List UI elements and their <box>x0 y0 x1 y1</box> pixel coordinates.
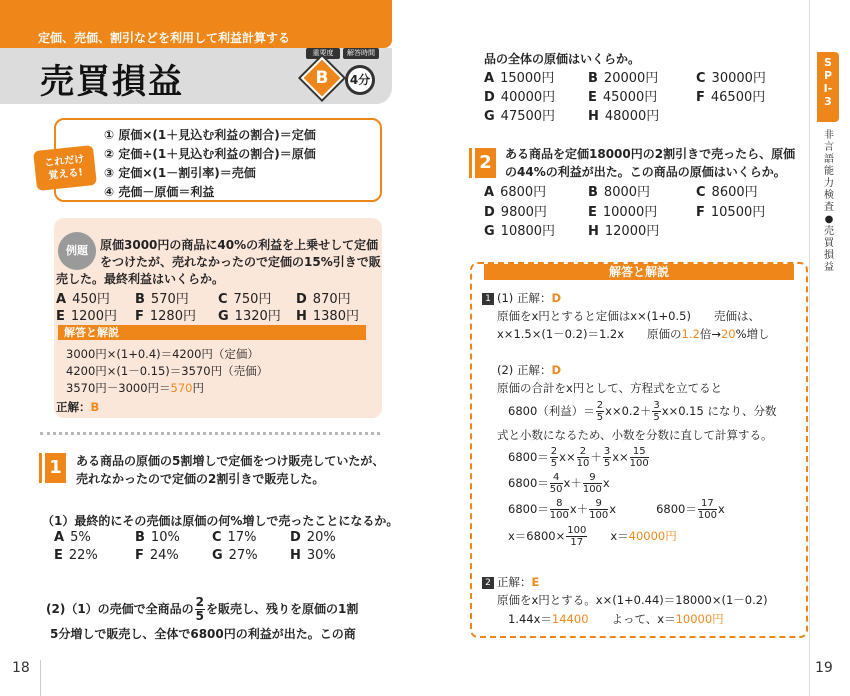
option: A 15000円 <box>484 71 555 86</box>
option: G 1320円 <box>218 309 281 324</box>
fraction: $\frac{100}{17}$ <box>567 525 587 548</box>
fraction: $\frac{2}{10}$ <box>576 446 590 469</box>
option: F 24% <box>135 548 179 563</box>
fraction: $\frac{9}{100}$ <box>589 498 609 521</box>
option: E 1200円 <box>56 309 117 324</box>
option: H 48000円 <box>588 109 660 124</box>
importance-label: 重要度 <box>306 48 340 59</box>
option: A 5% <box>54 530 91 545</box>
q1-line-1: ある商品の原価の5割増しで定価をつけ販売していたが、 <box>76 454 385 468</box>
fraction: $\frac{17}{100}$ <box>697 498 717 521</box>
memo-badge <box>33 145 97 191</box>
equation-3: 6800＝ $\frac{8}{100}$ x＋ $\frac{9}{100}$ x 6800＝ $\frac{17}{100}$ x <box>508 498 725 521</box>
q1-sub2-line3: 品の全体の原価はいくらか。 <box>484 52 641 66</box>
fraction: $\frac{3}{5}$ <box>653 400 660 423</box>
option: C 30000円 <box>696 71 766 86</box>
memo-line-3: ③ 定価×(1－割引率)＝売価 <box>104 166 256 180</box>
q2-line-1: ある商品を定価18000円の2割引きで売ったら、原価 <box>505 147 796 161</box>
time-value: 4分 <box>349 73 371 87</box>
option: E 22% <box>54 548 98 563</box>
option: C 750円 <box>218 292 272 307</box>
solution-bar: 解答と解説 <box>58 325 366 340</box>
option: B 8000円 <box>588 185 651 200</box>
option: E 10000円 <box>588 205 658 220</box>
dotted-divider <box>40 432 380 435</box>
option: F 1280円 <box>135 309 196 324</box>
option: G 27% <box>212 548 258 563</box>
answer-1-2-line3: 式と小数になるため、小数を分数に直して計算する。 <box>497 428 773 442</box>
example-tag: 例題 <box>58 232 96 270</box>
q1-sub2-line2: 5分増しで販売し、全体で6800円の利益が出た。この商 <box>50 627 356 641</box>
page-rule-right <box>809 0 810 696</box>
fraction: $\frac{2}{5}$ <box>195 595 205 623</box>
fraction: $\frac{8}{100}$ <box>549 498 569 521</box>
memo-line-1: ① 原価×(1＋見込む利益の割合)＝定価 <box>104 128 316 142</box>
memo-line-2: ② 定価÷(1＋見込む利益の割合)＝原価 <box>104 147 316 161</box>
option: H 30% <box>290 548 336 563</box>
q2-line-2: の44%の利益が出た。この商品の原価はいくらか。 <box>505 165 786 179</box>
option: A 450円 <box>56 292 110 307</box>
answer-2-label: 2 正解：E <box>482 574 539 590</box>
example-line-1: 原価3000円の商品に40%の利益を上乗せして定価 <box>100 238 379 252</box>
option: E 45000円 <box>588 90 658 105</box>
option: G 47500円 <box>484 109 556 124</box>
answer-1-1-line1: 原価をx円とすると定価はx×(1+0.5) 売価は、 <box>497 309 760 323</box>
question-number-1: 1 <box>42 453 66 483</box>
importance-value: B <box>315 68 329 88</box>
time-label: 解答時間 <box>343 48 379 59</box>
equation-4: x＝6800× $\frac{100}{17}$ x＝40000円 <box>508 525 677 548</box>
fraction: $\frac{4}{50}$ <box>549 472 563 495</box>
option: B 10% <box>135 530 180 545</box>
option: H 1380円 <box>296 309 359 324</box>
q1-sub1: （1）最終的にその売価は原価の何%増しで売ったことになるか。 <box>42 514 399 528</box>
memo-badge-line1: これだけ <box>43 153 85 170</box>
answer-2-line1: 原価をx円とする。x×(1+0.44)＝18000×(1－0.2) <box>497 593 768 607</box>
example-answer: 正解：B <box>56 400 100 414</box>
fraction: $\frac{2}{5}$ <box>596 400 604 423</box>
stopwatch-icon <box>345 65 375 95</box>
answer-header: 解答と解説 <box>484 264 794 280</box>
option: B 570円 <box>135 292 189 307</box>
answer-1-2-line2: 6800（利益）＝ $\frac{2}{5}$ x×0.2＋ $\frac{3}{5}$ x×0.15 になり、分数 <box>508 400 777 423</box>
q1-sub2-line1: (2)（1）の売価で全商品の $\frac{2}{5}$ を販売し、残りを原価の1割 <box>46 595 359 623</box>
equation-2: 6800＝ $\frac{4}{50}$ x＋ $\frac{9}{100}$ x <box>508 472 610 495</box>
equation-1: 6800＝ $\frac{2}{5}$ x× $\frac{2}{10}$ ＋ $\frac{3}{5}$ x× $\frac{15}{100}$ <box>508 446 649 469</box>
page-number-right: 19 <box>815 660 833 676</box>
option: D 9800円 <box>484 205 547 220</box>
fraction: $\frac{15}{100}$ <box>629 446 649 469</box>
option: D 870円 <box>296 292 351 307</box>
fraction: $\frac{2}{5}$ <box>550 446 558 469</box>
page-title: 売買損益 <box>40 62 184 102</box>
answer-1-2-line1: 原価の合計をx円として、方程式を立てると <box>497 381 723 395</box>
example-line-3: 売した。最終利益はいくらか。 <box>56 272 225 286</box>
answer-2-line2: 1.44x＝14400 よって、x＝10000円 <box>508 612 724 626</box>
memo-line-4: ④ 売価－原価＝利益 <box>104 185 215 199</box>
option: F 46500円 <box>696 90 766 105</box>
option: D 20% <box>290 530 336 545</box>
option: H 12000円 <box>588 224 660 239</box>
side-label: 非言語能力検査●売買損益 <box>824 130 834 273</box>
solution-line-1: 3000円×(1+0.4)＝4200円（定価） <box>66 347 259 361</box>
option: F 10500円 <box>696 205 766 220</box>
option: A 6800円 <box>484 185 547 200</box>
option: D 40000円 <box>484 90 556 105</box>
page-number-left: 18 <box>12 660 30 676</box>
fraction: $\frac{9}{100}$ <box>582 472 602 495</box>
answer-1-1-line2: x×1.5×(1－0.2)＝1.2x 原価の1.2倍→20%増し <box>497 327 770 341</box>
question-number-2: 2 <box>472 148 496 178</box>
answer-1-2-label: (2) 正解：D <box>497 363 561 377</box>
memo-badge-line2: 覚える! <box>47 167 84 182</box>
header-subtitle: 定価、売価、割引などを利用して利益計算する <box>38 31 291 45</box>
option: C 17% <box>212 530 257 545</box>
option: G 10800円 <box>484 224 556 239</box>
example-line-2: をつけたが、売れなかったので定価の15%引きで販 <box>100 255 381 269</box>
answer-1-1-label: 1 (1) 正解：D <box>482 290 561 306</box>
q1-line-2: 売れなかったので定価の2割引きで販売した。 <box>76 472 325 486</box>
fraction: $\frac{3}{5}$ <box>603 446 611 469</box>
option: C 8600円 <box>696 185 758 200</box>
page-rule-left <box>40 660 41 696</box>
solution-line-3: 3570円－3000円＝570円 <box>66 381 204 395</box>
option: B 20000円 <box>588 71 659 86</box>
solution-line-2: 4200円×(1－0.15)＝3570円（売価） <box>66 364 269 378</box>
side-tab: SPI-3 <box>817 52 839 122</box>
